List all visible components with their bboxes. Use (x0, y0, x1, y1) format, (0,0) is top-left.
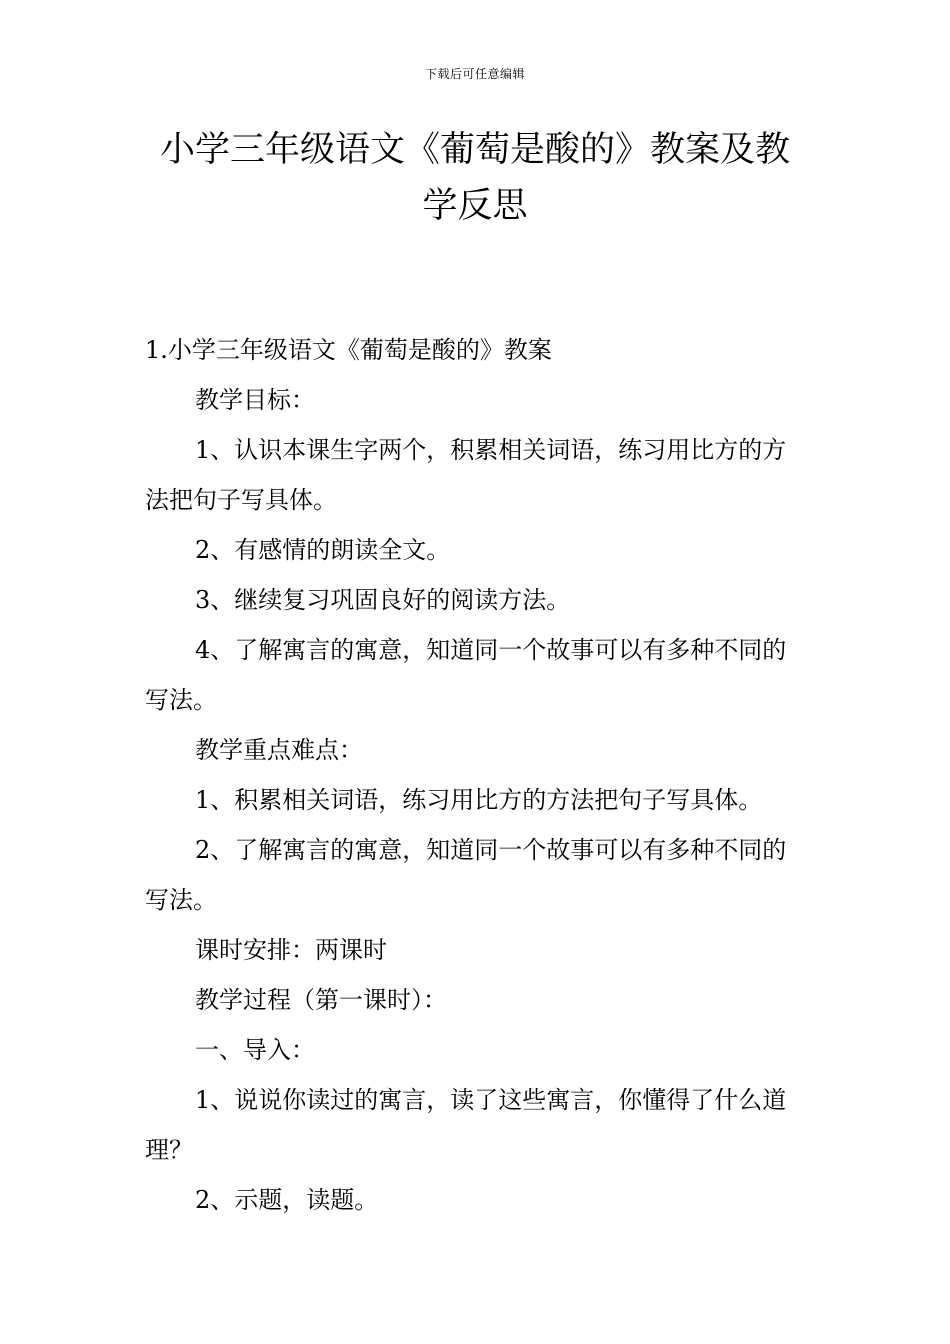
paragraph: 教学过程（第一课时）： (195, 986, 447, 1014)
paragraph: 2、了解寓言的寓意，知道同一个故事可以有多种不同的写法。 (145, 836, 787, 914)
paragraph: 2、有感情的朗读全文。 (195, 536, 451, 564)
paragraph: 一、导入： (195, 1036, 315, 1064)
paragraph: 2、示题，读题。 (195, 1186, 379, 1214)
document-body (145, 325, 807, 1225)
header-note: 下载后可任意编辑 (424, 67, 525, 81)
paragraph: 1、认识本课生字两个，积累相关词语，练习用比方的方法把句子写具体。 (145, 436, 787, 514)
document-title: 小学三年级语文《葡萄是酸的》教案及教学反思 (159, 130, 790, 226)
paragraph: 3、继续复习巩固良好的阅读方法。 (195, 586, 571, 614)
paragraph: 教学重点难点： (195, 736, 363, 764)
paragraph: 课时安排：两课时 (195, 936, 387, 964)
paragraph: 1、说说你读过的寓言，读了这些寓言，你懂得了什么道理？ (145, 1086, 787, 1164)
section-heading: 1.小学三年级语文《葡萄是酸的》教案 (145, 336, 552, 364)
paragraph: 教学目标： (195, 386, 315, 414)
paragraph: 1、积累相关词语，练习用比方的方法把句子写具体。 (195, 786, 763, 814)
paragraph: 4、了解寓言的寓意，知道同一个故事可以有多种不同的写法。 (145, 636, 787, 714)
